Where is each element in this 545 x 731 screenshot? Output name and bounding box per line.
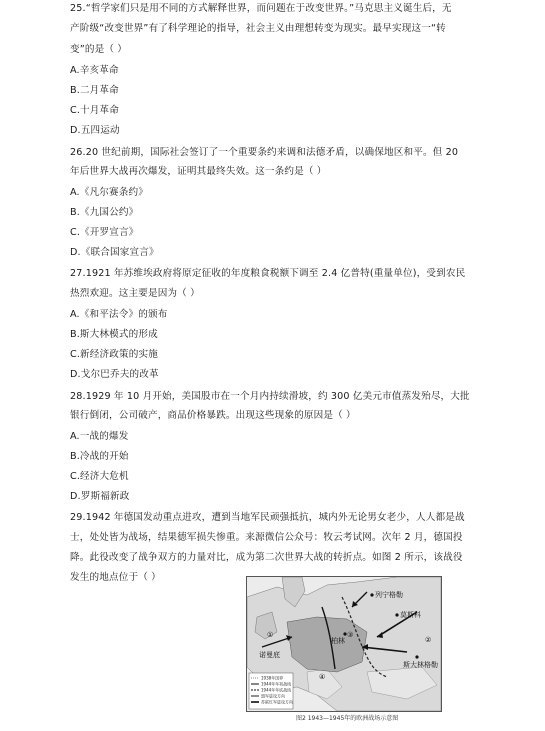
map-graphic bbox=[247, 577, 441, 711]
map-label-normandy: 诺曼底 bbox=[259, 651, 280, 659]
option-26-c[interactable]: C.《开罗宣言》 bbox=[70, 227, 139, 238]
question-27-line-1: 27.1921 年苏维埃政府将原定征收的年度粮食税额下调至 2.4 亿普特(重量单位)，受到农民 bbox=[70, 268, 466, 279]
question-29-line-2: 士，处处皆为战场，结果德军损失惨重。来源微信公众号：牧云考试网。次年 2 月，德国投 bbox=[70, 532, 463, 543]
option-27-a[interactable]: A.《和平法令》的颁布 bbox=[70, 309, 168, 320]
map-label-moscow: 莫斯科 bbox=[400, 611, 421, 619]
map-marker-4: ④ bbox=[319, 673, 326, 681]
map-marker-3: ③ bbox=[347, 631, 354, 639]
question-29-line-4: 发生的地点位于（ ） bbox=[70, 572, 161, 583]
option-28-a[interactable]: A.一战的爆发 bbox=[70, 431, 129, 442]
legend-1944-early-front: 1944年年初战线 bbox=[261, 681, 292, 687]
map-caption: 图2 1943—1945年的欧洲战场示意图 bbox=[296, 715, 399, 722]
map-label-berlin: 柏林 bbox=[331, 637, 345, 645]
question-25-line-1: 25.“哲学家们只是用不同的方式解释世界，而问题在于改变世界。”马克思主义诞生后，无 bbox=[70, 3, 452, 14]
option-27-c[interactable]: C.新经济政策的实施 bbox=[70, 349, 158, 360]
question-26-line-1: 26.20 世纪前期，国际社会签订了一个重要条约来调和法德矛盾，以确保地区和平。但 20 bbox=[70, 147, 459, 158]
europe-war-map bbox=[246, 576, 442, 712]
option-25-d[interactable]: D.五四运动 bbox=[70, 125, 120, 136]
legend-1938-border: 1938年国界 bbox=[261, 675, 284, 681]
question-26-line-2: 年后世界大战再次爆发，证明其最终失效。这一条约是（ ） bbox=[70, 166, 327, 177]
option-25-c[interactable]: C.十月革命 bbox=[70, 105, 120, 116]
legend-soviet-attack: 苏联红军进攻方向 bbox=[261, 699, 293, 705]
option-26-a[interactable]: A.《凡尔赛条约》 bbox=[70, 187, 148, 198]
question-28-line-2: 银行倒闭，公司破产，商品价格暴跌。出现这些现象的原因是（ ） bbox=[70, 410, 356, 421]
option-25-b[interactable]: B.二月革命 bbox=[70, 85, 119, 96]
question-25-line-2: 产阶级“改变世界”有了科学理论的指导，社会主义由理想转变为现实。最早实现这一“转 bbox=[70, 23, 446, 34]
legend-1944-late-front: 1944年年底战线 bbox=[261, 687, 292, 693]
map-marker-1: ① bbox=[267, 631, 274, 639]
legend-allied-attack: 盟军进攻方向 bbox=[261, 693, 285, 699]
question-29-line-3: 降。此役改变了战争双方的力量对比，成为第二次世界大战的转折点。如图 2 所示，该战役 bbox=[70, 552, 463, 563]
question-27-line-2: 热烈欢迎。这主要是因为（ ） bbox=[70, 288, 200, 299]
question-29-line-1: 29.1942 年德国发动重点进攻，遭到当地军民顽强抵抗，城内外无论男女老少，人人都是战 bbox=[70, 512, 465, 523]
map-label-leningrad: 列宁格勒 bbox=[375, 591, 403, 599]
map-marker-2: ② bbox=[425, 636, 432, 644]
option-28-b[interactable]: B.冷战的开始 bbox=[70, 451, 129, 462]
option-27-b[interactable]: B.斯大林模式的形成 bbox=[70, 329, 158, 340]
option-26-b[interactable]: B.《九国公约》 bbox=[70, 207, 139, 218]
option-28-d[interactable]: D.罗斯福新政 bbox=[70, 491, 130, 502]
option-25-a[interactable]: A.辛亥革命 bbox=[70, 65, 119, 76]
option-28-c[interactable]: C.经济大危机 bbox=[70, 471, 129, 482]
option-26-d[interactable]: D.《联合国家宣言》 bbox=[70, 247, 159, 258]
question-28-line-1: 28.1929 年 10 月开始，美国股市在一个月内持续滑坡，约 300 亿美元市值蒸发殆尽，大批 bbox=[70, 391, 470, 402]
option-27-d[interactable]: D.戈尔巴乔夫的改革 bbox=[70, 369, 159, 380]
question-25-line-3: 变”的是（ ） bbox=[70, 44, 128, 55]
map-label-stalingrad: 斯大林格勒 bbox=[403, 661, 438, 669]
